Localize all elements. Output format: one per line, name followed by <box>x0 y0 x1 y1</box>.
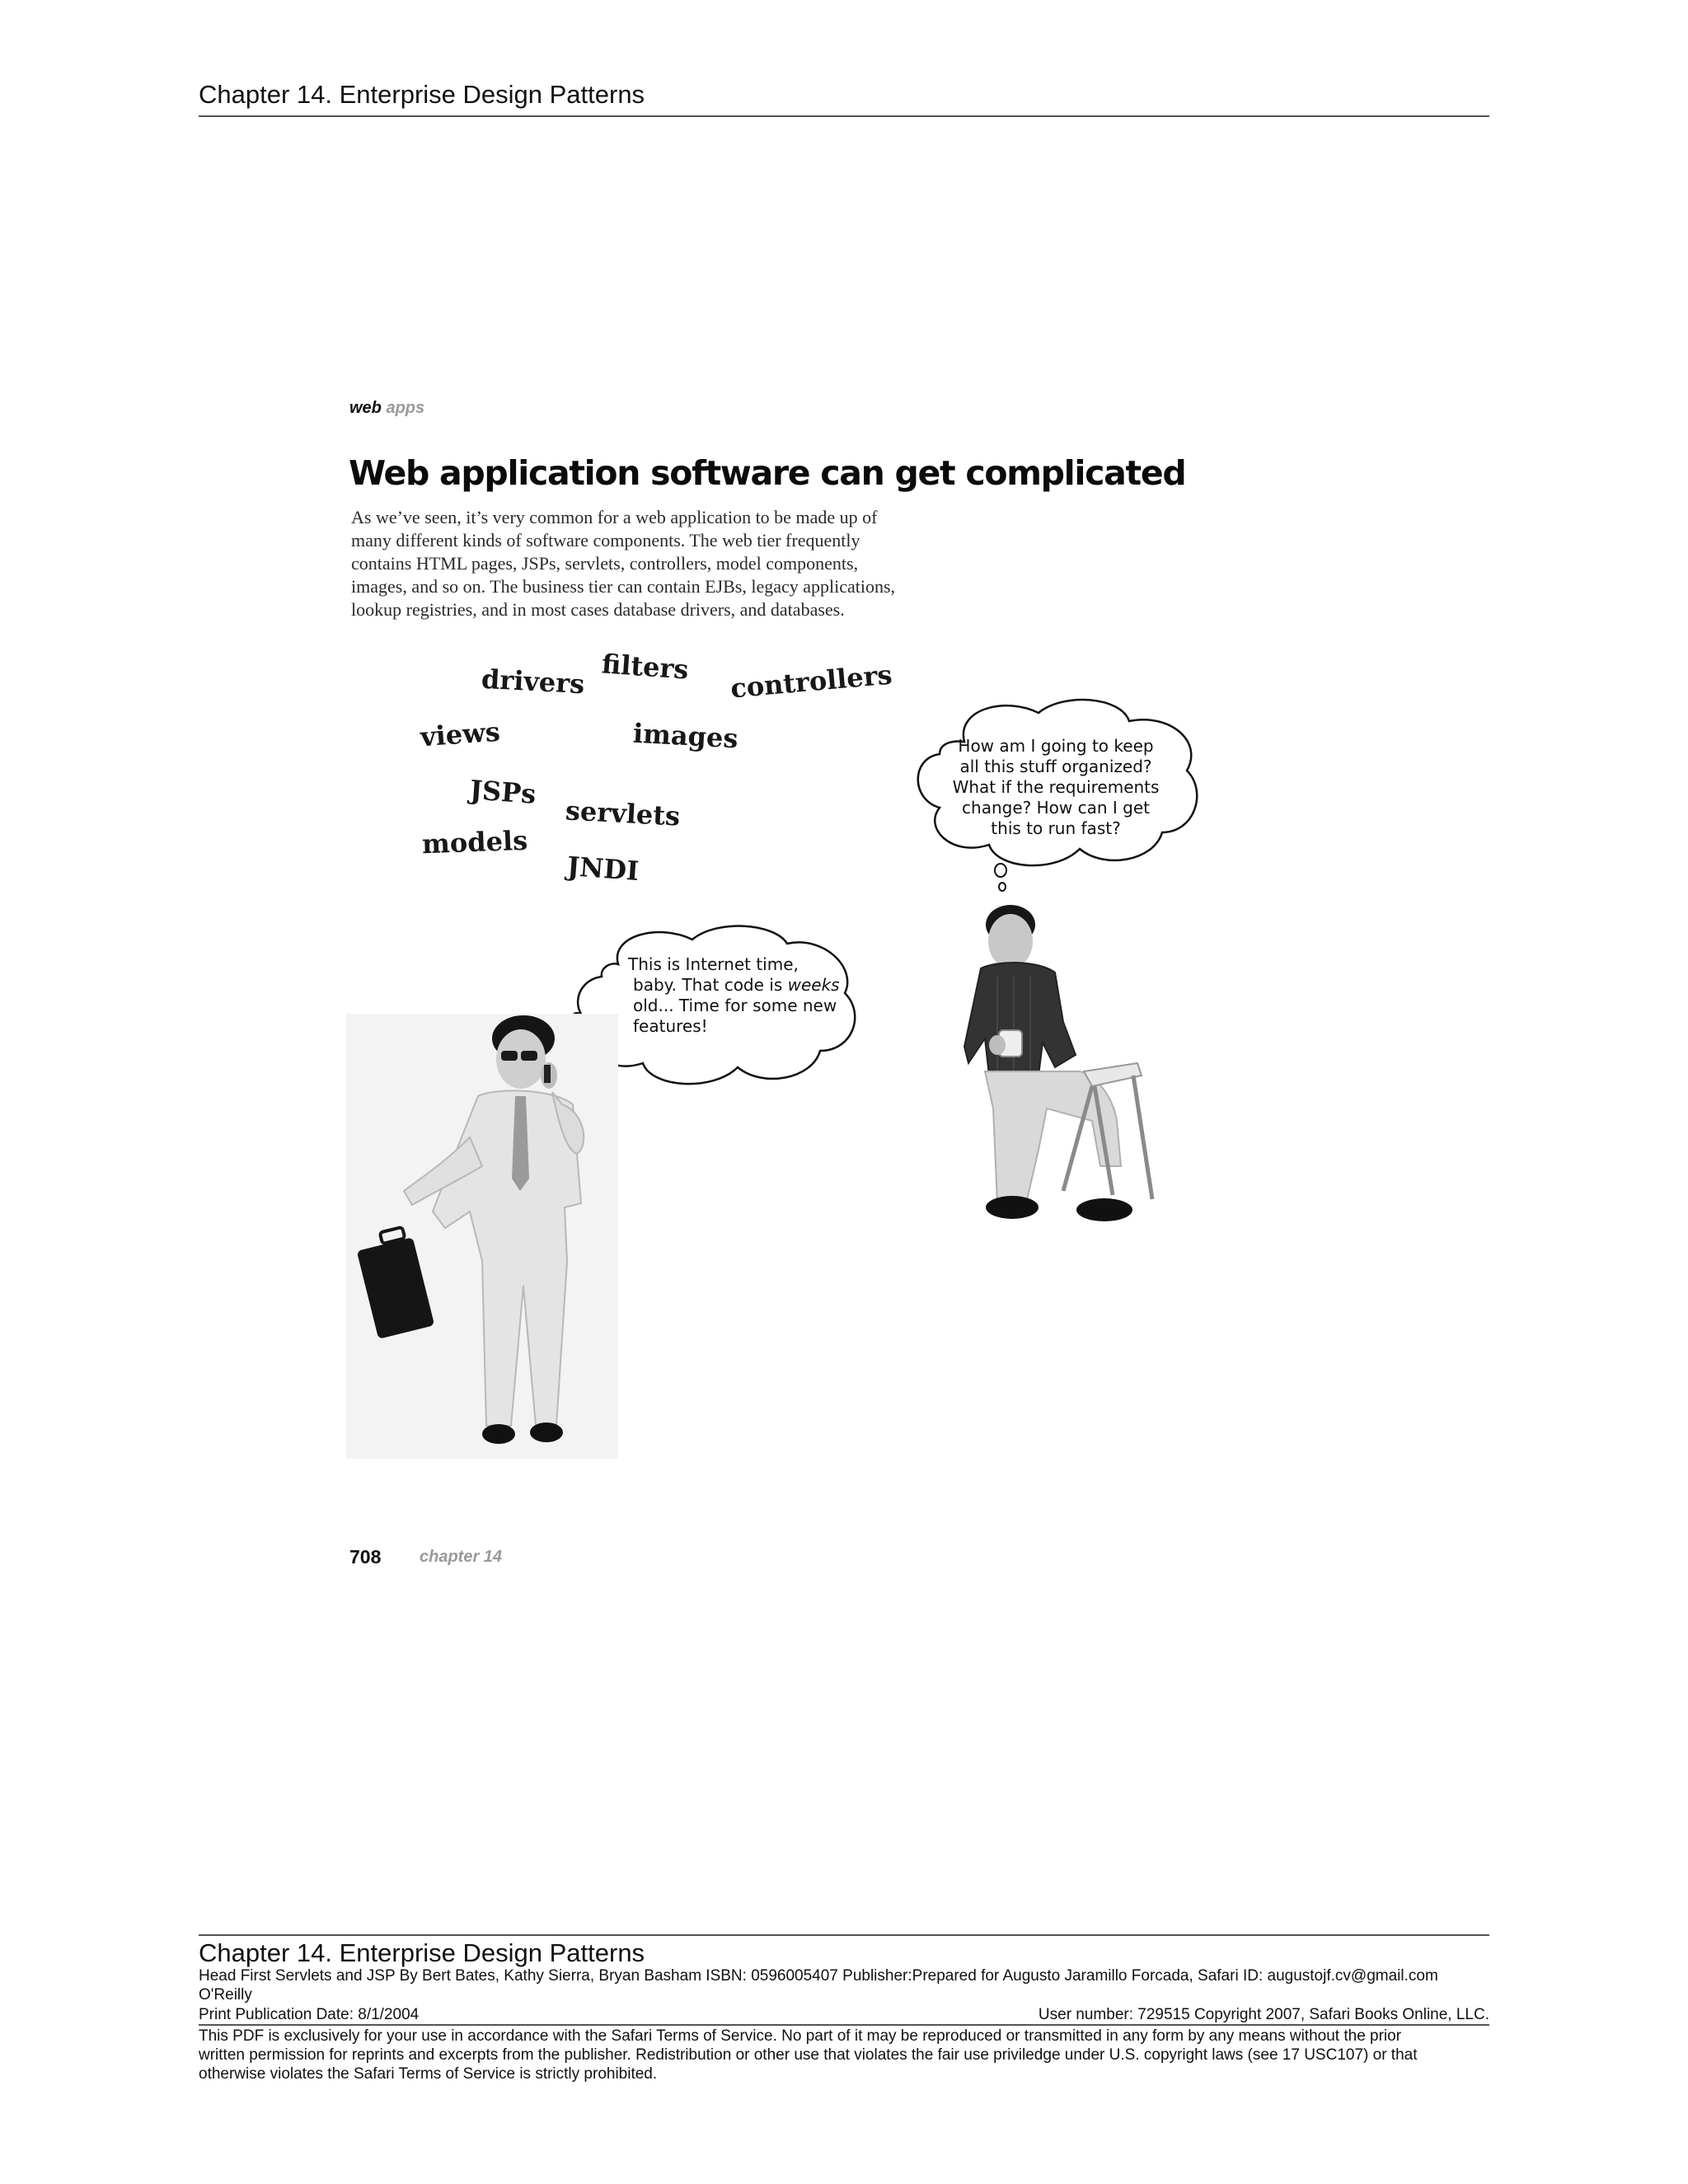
word-drivers: drivers <box>481 663 586 701</box>
word-images: images <box>632 717 739 755</box>
intro-line: contains HTML pages, JSPs, servlets, controllers, model components, <box>351 553 859 574</box>
page-headline: Web application software can get complicated <box>349 453 1186 493</box>
thought-line: How am I going to keep <box>958 736 1154 756</box>
word-models: models <box>421 824 528 860</box>
seated-man-illustration <box>948 898 1195 1228</box>
word-servlets: servlets <box>565 794 682 832</box>
page-chapter-label: chapter 14 <box>420 1548 503 1566</box>
thought-text-left <box>628 954 875 1037</box>
footer-title: Chapter 14. Enterprise Design Patterns <box>199 1938 645 1967</box>
thought-line: old... Time for some new <box>633 996 837 1015</box>
thought-line: What if the requirements <box>952 777 1160 797</box>
businessman-illustration <box>346 1014 618 1459</box>
intro-line: lookup registries, and in most cases database drivers, and databases. <box>351 599 845 620</box>
thought-line: baby. That code is weeks <box>633 975 840 995</box>
page-number: 708 <box>349 1546 382 1568</box>
thought-text-right <box>938 736 1174 839</box>
intro-line: As we’ve seen, it’s very common for a web application to be made up of <box>351 507 878 527</box>
terms-line: otherwise violates the Safari Terms of Service is strictly prohibited. <box>199 2065 658 2083</box>
word-jndi: JNDI <box>565 851 640 887</box>
footer-terms <box>199 2027 1489 2083</box>
thought-line: This is Internet time, <box>628 954 799 974</box>
word-filters: filters <box>600 648 690 686</box>
word-jsps: JSPs <box>468 774 537 810</box>
terms-line: This PDF is exclusively for your use in accordance with the Safari Terms of Service. No part of it may be reproduced or transmitted in any form by any means without the prior <box>199 2027 1402 2045</box>
footer-user-number: User number: 729515 Copyright 2007, Safari Books Online, LLC. <box>1038 2006 1489 2023</box>
footer-book-info: Head First Servlets and JSP By Bert Bates, Kathy Sierra, Bryan Basham ISBN: 0596005407 Publisher:Prepared for Augusto Jaramillo Forcada, Safari ID: augustojf.cv@gmail.com <box>199 1967 1438 1985</box>
header-rule <box>199 115 1489 117</box>
section-tab-bold: web <box>349 399 382 417</box>
intro-line: many different kinds of software components. The web tier frequently <box>351 530 860 551</box>
running-header-title: Chapter 14. Enterprise Design Patterns <box>199 80 645 109</box>
thought-line: features! <box>633 1016 708 1036</box>
thought-line: this to run fast? <box>991 818 1121 838</box>
footer-publisher: O'Reilly <box>199 1986 252 2004</box>
section-tab-grey: apps <box>386 399 425 417</box>
thought-line: change? How can I get <box>962 798 1150 818</box>
word-controllers: controllers <box>729 658 893 705</box>
terms-line: written permission for reprints and excerpts from the publisher. Redistribution or other use that violates the fair use priviledge under U.S. copyright laws (see 17 USC107) or that <box>199 2046 1418 2064</box>
footer-top-rule <box>199 1934 1489 1936</box>
footer-print-date: Print Publication Date: 8/1/2004 <box>199 2006 420 2023</box>
word-views: views <box>419 715 501 753</box>
section-tab <box>349 399 424 418</box>
footer-mid-rule <box>199 2024 1489 2026</box>
thought-line: all this stuff organized? <box>959 757 1152 776</box>
intro-paragraph <box>351 506 994 621</box>
intro-line: images, and so on. The business tier can contain EJBs, legacy applications, <box>351 576 896 597</box>
